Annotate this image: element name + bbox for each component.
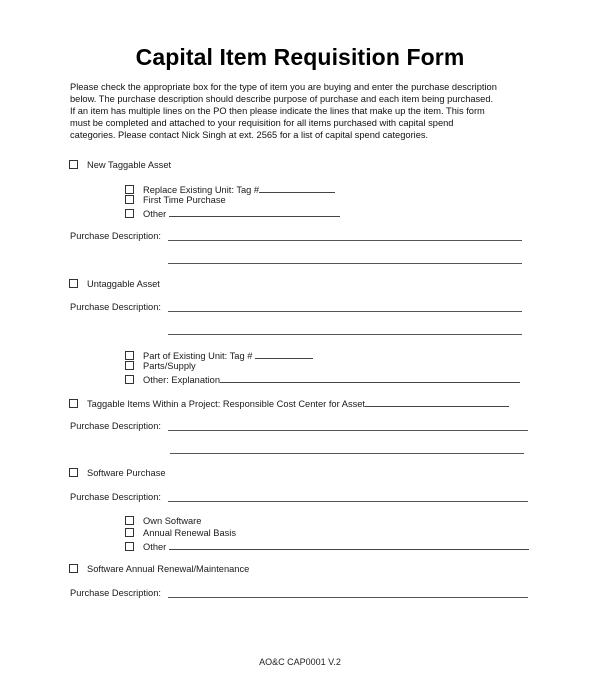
checkbox-software-renewal[interactable]: [69, 564, 78, 573]
purchase-description-line-2[interactable]: [168, 334, 522, 335]
form-title: Capital Item Requisition Form: [135, 44, 465, 70]
instructions-line: must be completed and attached to your requisition for all items purchased with capital spend: [70, 118, 454, 129]
checkbox-other-explanation[interactable]: [125, 375, 134, 384]
own-software-option[interactable]: [125, 515, 201, 527]
tag-number-field[interactable]: [259, 182, 335, 193]
purchase-description-label: Purchase Description:: [70, 231, 161, 241]
option-label: New Taggable Asset: [87, 160, 172, 170]
checkbox-replace-existing-unit[interactable]: [125, 185, 134, 194]
checkbox-taggable-items-project[interactable]: [69, 399, 78, 408]
purchase-description-line-1[interactable]: [168, 311, 522, 312]
option-label: Other: [143, 209, 167, 219]
software-other-field[interactable]: [169, 539, 529, 550]
option-label: Parts/Supply: [143, 361, 196, 371]
checkbox-software-purchase[interactable]: [69, 468, 78, 477]
explanation-field[interactable]: [220, 372, 520, 383]
option-label: Own Software: [143, 516, 202, 526]
purchase-description-label: Purchase Description:: [70, 421, 161, 431]
software-purchase-option[interactable]: [69, 467, 166, 479]
checkbox-parts-supply[interactable]: [125, 361, 134, 370]
software-renewal-option[interactable]: [69, 563, 249, 575]
instructions: [70, 81, 540, 141]
purchase-description-line-2[interactable]: [168, 263, 522, 264]
purchase-description-line-1[interactable]: [168, 240, 522, 241]
checkbox-part-of-existing-unit[interactable]: [125, 351, 134, 360]
tag-number-field[interactable]: [255, 348, 313, 359]
instructions-line: categories. Please contact Nick Singh at ext. 2565 for a list of capital spend categories.: [70, 130, 429, 141]
checkbox-other[interactable]: [125, 209, 134, 218]
purchase-description-line-1[interactable]: [168, 597, 528, 598]
instructions-line: If an item has multiple lines on the PO then please indicate the lines that make up the item. This form: [70, 106, 485, 117]
taggable-items-project-option[interactable]: [69, 396, 509, 410]
option-label: Untaggable Asset: [87, 279, 160, 289]
cost-center-field[interactable]: [365, 396, 509, 407]
option-label: Other: Explanation: [143, 375, 221, 385]
option-label: First Time Purchase: [143, 195, 226, 205]
untaggable-asset-option[interactable]: [69, 278, 160, 290]
instructions-line: Please check the appropriate box for the type of item you are buying and enter the purchase description: [70, 82, 497, 92]
software-other-option[interactable]: [125, 539, 529, 553]
option-label: Annual Renewal Basis: [143, 528, 237, 538]
checkbox-software-other[interactable]: [125, 542, 134, 551]
checkbox-untaggable-asset[interactable]: [69, 279, 78, 288]
checkbox-first-time-purchase[interactable]: [125, 195, 134, 204]
option-label: Software Annual Renewal/Maintenance: [87, 564, 250, 574]
other-option[interactable]: [125, 206, 340, 220]
purchase-description-line-1[interactable]: [168, 430, 528, 431]
checkbox-new-taggable-asset[interactable]: [69, 160, 78, 169]
parts-supply-option[interactable]: [125, 360, 196, 372]
first-time-purchase-option[interactable]: [125, 194, 226, 206]
checkbox-annual-renewal-basis[interactable]: [125, 528, 134, 537]
option-label: Other: [143, 542, 167, 552]
new-taggable-asset-option[interactable]: [69, 159, 171, 171]
instructions-line: below. The purchase description should describe purpose of purchase and each item being purchased.: [70, 94, 494, 105]
purchase-description-label: Purchase Description:: [70, 588, 161, 598]
annual-renewal-basis-option[interactable]: [125, 527, 236, 539]
option-label: Software Purchase: [87, 468, 166, 478]
other-field[interactable]: [169, 206, 340, 217]
purchase-description-line-1[interactable]: [168, 501, 528, 502]
purchase-description-label: Purchase Description:: [70, 302, 161, 312]
purchase-description-line-2[interactable]: [170, 453, 524, 454]
checkbox-own-software[interactable]: [125, 516, 134, 525]
option-label: Part of Existing Unit: Tag #: [143, 351, 253, 361]
purchase-description-label: Purchase Description:: [70, 492, 161, 502]
other-explanation-option[interactable]: [125, 372, 520, 386]
option-label: Taggable Items Within a Project: Responsible Cost Center for Asset: [87, 399, 366, 409]
form-code-footer: AO&C CAP0001 V.2: [259, 657, 341, 667]
option-label: Replace Existing Unit: Tag #: [143, 185, 260, 195]
